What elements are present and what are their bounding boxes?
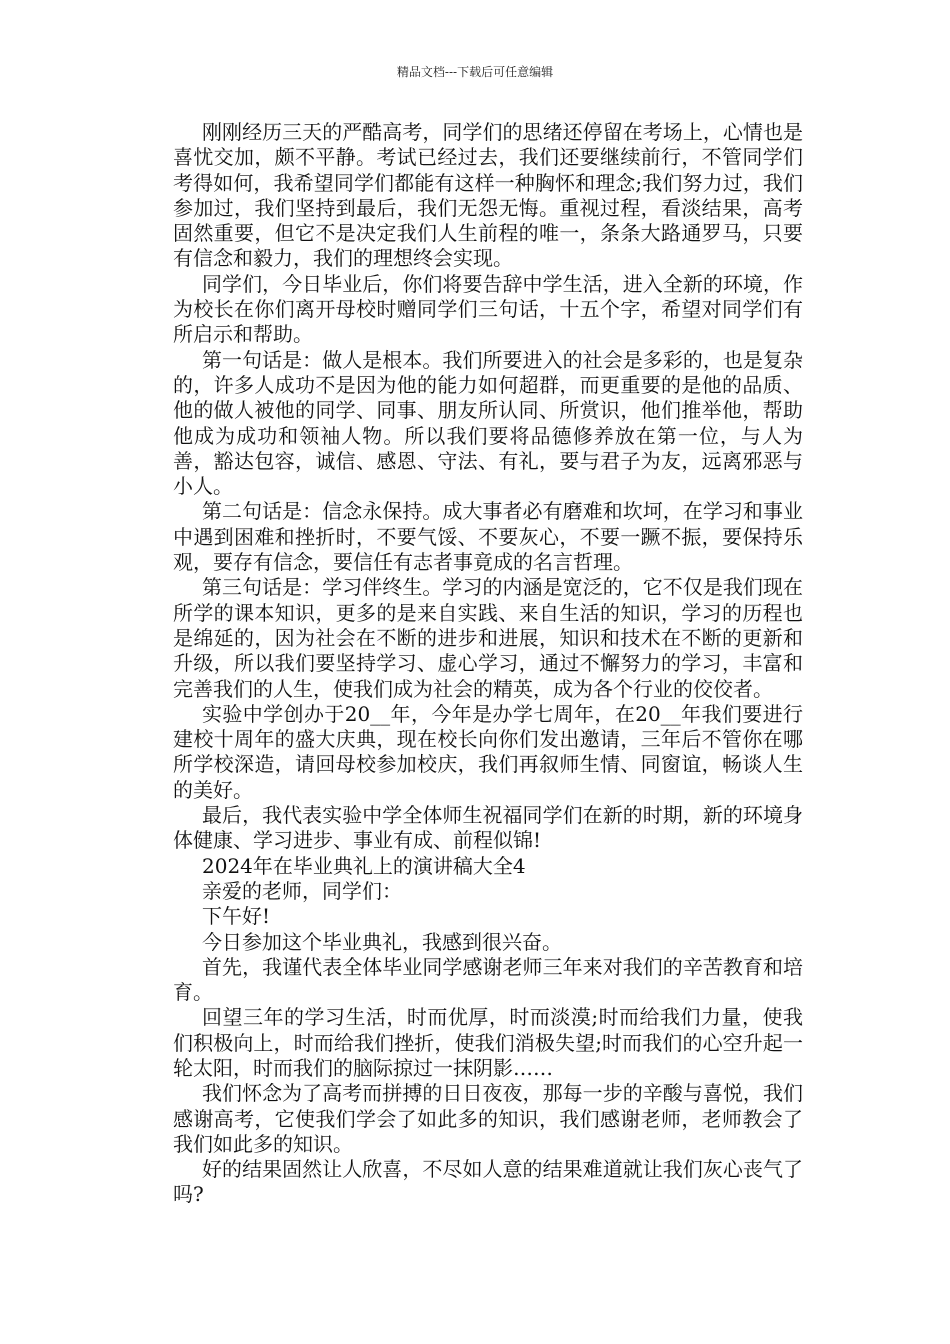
document-body [173, 120, 803, 1208]
paragraph: 回望三年的学习生活，时而优厚，时而淡漠;时而给我们力量，使我们积极向上，时而给我们挫折，使我们消极失望;时而我们的心空升起一轮太阳，时而我们的脑际掠过一抹阴影…… [173, 1005, 803, 1080]
paragraph: 我们怀念为了高考而拼搏的日日夜夜，那每一步的辛酸与喜悦，我们感谢高考，它使我们学会了如此多的知识，我们感谢老师，老师教会了我们如此多的知识。 [173, 1081, 803, 1156]
paragraph: 第一句话是：做人是根本。我们所要进入的社会是多彩的，也是复杂的，许多人成功不是因为他的能力如何超群，而更重要的是他的品质、他的做人被他的同学、同事、朋友所认同、所赏识，他们推举他，帮助他成为成功和领袖人物。所以我们要将品德修养放在第一位，与人为善，豁达包容，诚信、感恩、守法、有礼，要与君子为友，远离邪恶与小人。 [173, 347, 803, 499]
paragraph: 同学们，今日毕业后，你们将要告辞中学生活，进入全新的环境，作为校长在你们离开母校时赠同学们三句话，十五个字，希望对同学们有所启示和帮助。 [173, 271, 803, 347]
page-header: 精品文档---下载后可任意编辑 [396, 65, 554, 79]
greeting: 下午好! [202, 904, 271, 929]
paragraph: 刚刚经历三天的严酷高考，同学们的思绪还停留在考场上，心情也是喜忧交加，颇不平静。考试已经过去，我们还要继续前行，不管同学们考得如何，我希望同学们都能有这样一种胸怀和理念;我们努力过，我们参加过，我们坚持到最后，我们无怨无悔。重视过程，看淡结果，高考固然重要，但它不是决定我们人生前程的唯一，条条大路通罗马，只要有信念和毅力，我们的理想终会实现。 [173, 120, 803, 271]
paragraph: 第二句话是：信念永保持。成大事者必有磨难和坎坷，在学习和事业中遇到困难和挫折时，不要气馁、不要灰心，不要一蹶不振，要保持乐观，要存有信念，要信任有志者事竟成的名言哲理。 [173, 499, 803, 575]
paragraph: 第三句话是：学习伴终生。学习的内涵是宽泛的，它不仅是我们现在所学的课本知识，更多的是来自实践、来自生活的知识，学习的历程也是绵延的，因为社会在不断的进步和进展，知识和技术在不断的更新和升级，所以我们要坚持学习、虚心学习，通过不懈努力的学习，丰富和完善我们的人生，使我们成为社会的精英，成为各个行业的佼佼者。 [173, 575, 803, 701]
paragraph: 最后，我代表实验中学全体师生祝福同学们在新的时期，新的环境身体健康、学习进步、事业有成、前程似锦! [173, 803, 803, 853]
paragraph: 好的结果固然让人欣喜，不尽如人意的结果难道就让我们灰心丧气了吗? [173, 1157, 803, 1207]
paragraph: 今日参加这个毕业典礼，我感到很兴奋。 [202, 929, 562, 954]
salutation: 亲爱的老师，同学们： [202, 878, 402, 903]
paragraph: 实验中学创办于20__年，今年是办学七周年，在20__年我们要进行建校十周年的盛大庆典，现在校长向你们发出邀请，三年后不管你在哪所学校深造，请回母校参加校庆，我们再叙师生情、同窗谊，畅谈人生的美好。 [173, 701, 803, 802]
paragraph: 首先，我谨代表全体毕业同学感谢老师三年来对我们的辛苦教育和培育。 [173, 954, 803, 1005]
section-title: 2024年在毕业典礼上的演讲稿大全4 [202, 853, 526, 878]
